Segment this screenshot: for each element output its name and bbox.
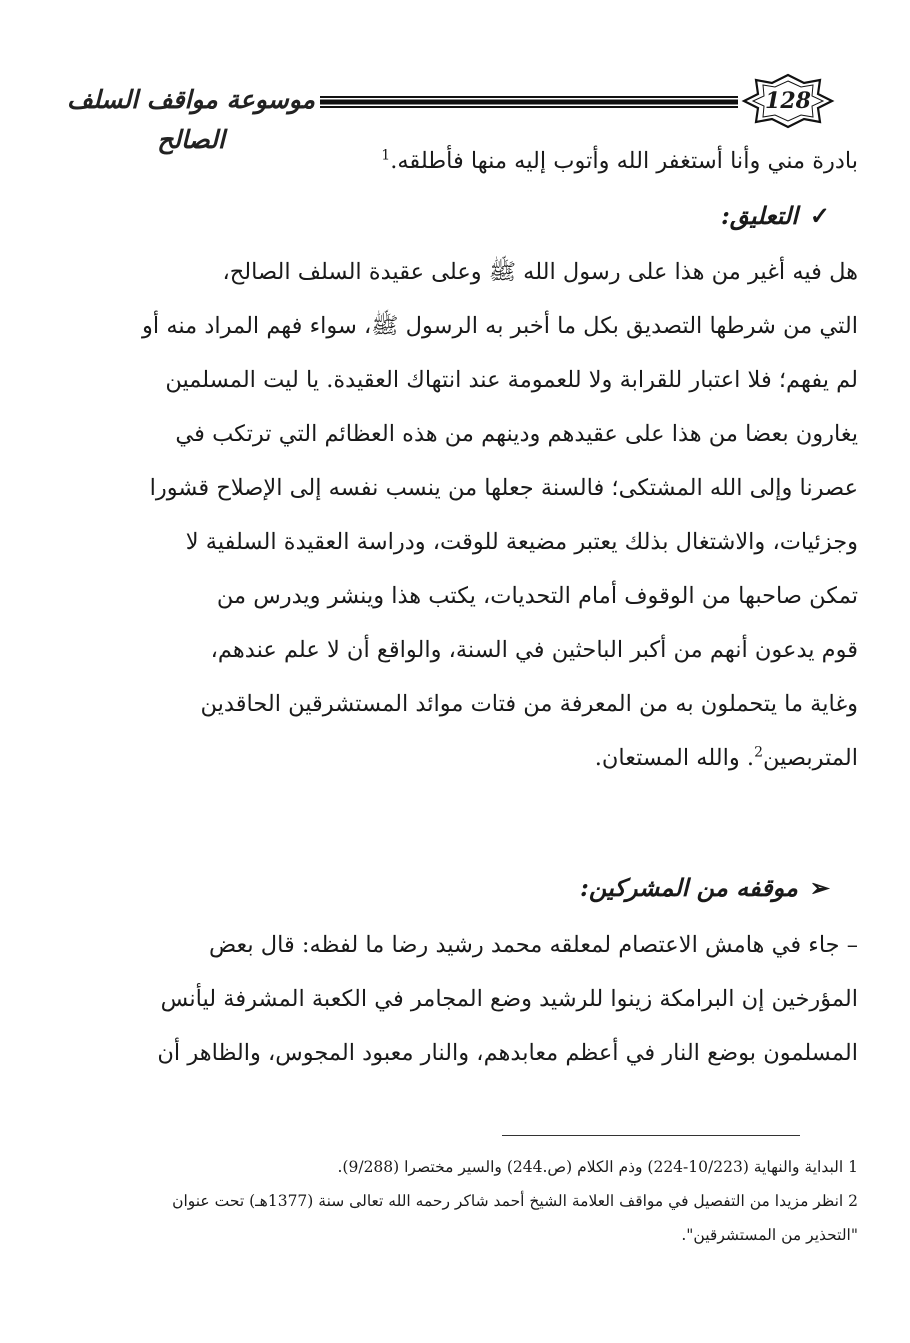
comment-last-line-end: . والله المستعان.	[594, 745, 755, 771]
top-line	[58, 134, 858, 188]
checkmark-icon: ✓	[809, 201, 830, 230]
comment-line: وغاية ما يتحملون به من المعرفة من فتات موائد المستشرقين الحاقدين	[200, 691, 858, 717]
comment-line: لم يفهم؛ فلا اعتبار للقرابة ولا للعمومة عند انتهاك العقيدة. يا ليت المسلمين	[165, 367, 858, 393]
footnote-1: 1 البداية والنهاية (10/223-224) وذم الكلام (ص.244) والسير مختصرا (9/288).	[337, 1158, 858, 1176]
comment-line: عصرنا وإلى الله المشتكى؛ فالسنة جعلها من ينسب نفسه إلى الإصلاح قشورا	[149, 475, 858, 501]
comment-line: هل فيه أغير من هذا على رسول الله ﷺ وعلى عقيدة السلف الصالح،	[222, 259, 858, 285]
comment-last-line-start: المتربصين	[762, 745, 858, 771]
page-number: 128	[765, 88, 811, 114]
comment-line: قوم يدعون أنهم من أكبر الباحثين في السنة، والواقع أن لا علم عندهم،	[210, 637, 858, 663]
comment-line: وجزئيات، والاشتغال بذلك يعتبر مضيعة للوقت، ودراسة العقيدة السلفية لا	[185, 529, 858, 555]
section-paragraph	[58, 918, 858, 1080]
footnotes	[68, 1150, 858, 1252]
footnote-ref-1: 1	[381, 147, 391, 164]
footnote-ref-2: 2	[754, 744, 763, 761]
section-heading-text: موقفه من المشركين:	[580, 873, 798, 902]
arrow-bullet-icon: ➢	[809, 873, 830, 902]
comment-last-line	[58, 731, 858, 785]
section-heading	[580, 868, 830, 908]
footnote-2-continued: "التحذير من المستشرقين".	[681, 1226, 858, 1244]
series-title: موسوعة مواقف السلف الصالح	[67, 85, 315, 154]
comment-line: تمكن صاحبها من الوقوف أمام التحديات، يكتب هذا وينشر ويدرس من	[216, 583, 858, 609]
section-line: المؤرخين إن البرامكة زينوا للرشيد وضع المجامر في الكعبة المشرفة ليأنس	[160, 986, 858, 1012]
section-line: المسلمون بوضع النار في أعظم معابدهم، والنار معبود المجوس، والظاهر أن	[157, 1040, 858, 1066]
section-line: – جاء في هامش الاعتصام لمعلقه محمد رشيد رضا ما لفظه: قال بعض	[208, 932, 858, 958]
comment-line: يغارون بعضا من هذا على عقيدهم ودينهم من هذه العظائم التي ترتكب في	[175, 421, 858, 447]
comment-heading	[721, 196, 830, 236]
top-line-text: بادرة مني وأنا أستغفر الله وأتوب إليه منها فأطلقه.	[390, 148, 858, 174]
footnote-divider	[502, 1135, 800, 1136]
comment-heading-text: التعليق:	[721, 201, 798, 230]
comment-line: التي من شرطها التصديق بكل ما أخبر به الرسول ﷺ، سواء فهم المراد منه أو	[142, 313, 858, 339]
footnote-2: 2 انظر مزيدا من التفصيل في مواقف العلامة الشيخ أحمد شاكر رحمه الله تعالى سنة (1377هـ) تحت عنوان	[172, 1192, 858, 1210]
page-header	[20, 72, 890, 154]
comment-paragraph	[58, 245, 858, 785]
